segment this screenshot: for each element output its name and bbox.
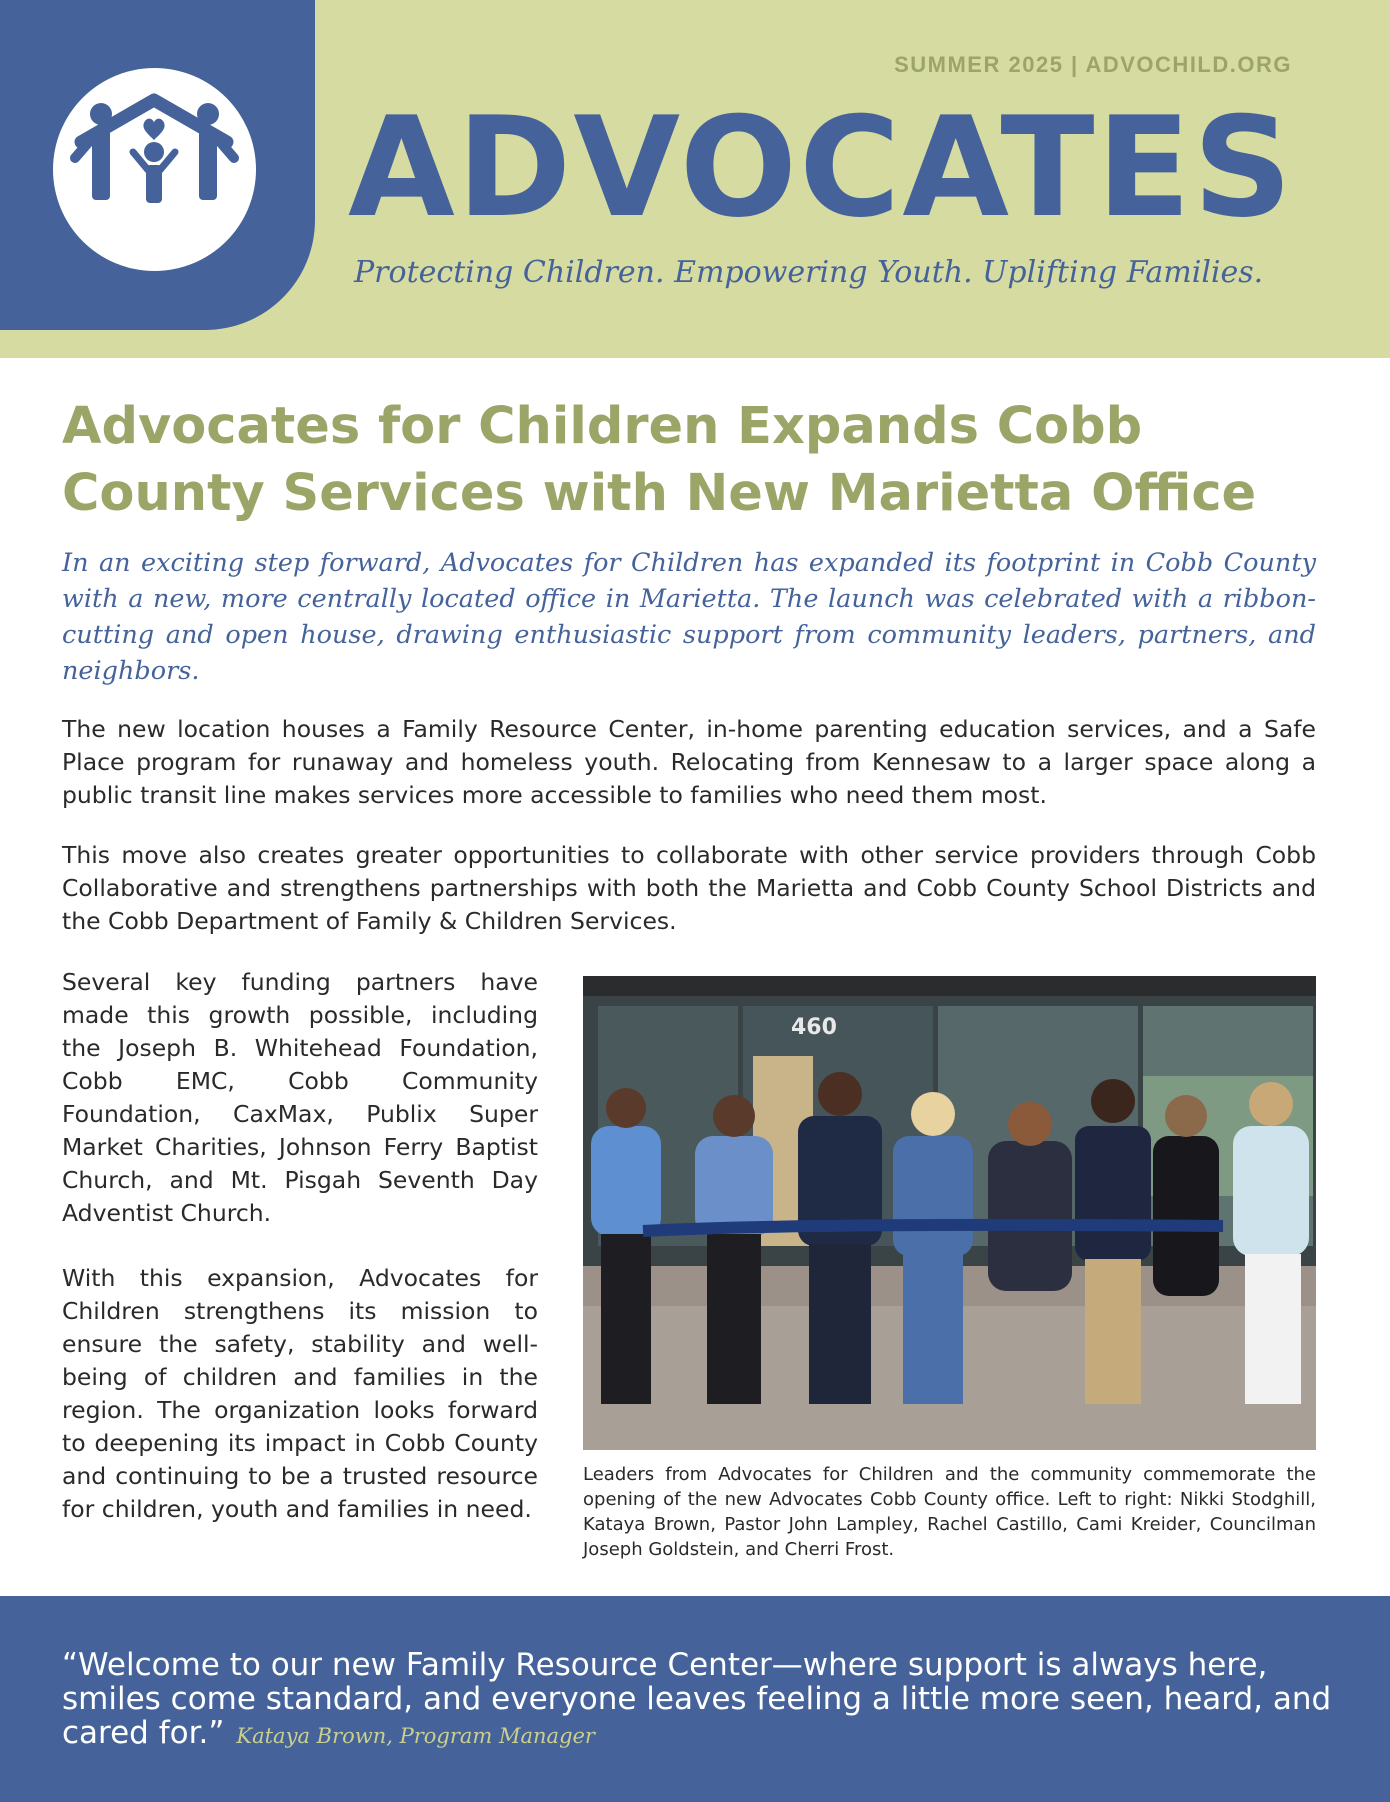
quote-attribution: Kataya Brown, Program Manager: [236, 1724, 595, 1748]
door-number: 460: [791, 1015, 837, 1040]
article-lede: In an exciting step forward, Advocates for Children has expanded its footprint in Cobb County with a new, more centrally located office in Marietta. The launch was celebrated with a ribbon-cutting and open house, drawing enthusiastic support from community leaders, partners, and neighbors.: [62, 548, 1316, 686]
pull-quote: [62, 1648, 1352, 1753]
article-headline: Advocates for Children Expands Cobb County Services with New Marietta Office: [62, 397, 1257, 523]
logo[interactable]: [53, 68, 256, 271]
article-paragraph-4: With this expansion, Advocates for Children strengthens its mission to ensure the safety, stability and well-being of children and families in the region. The organization looks forward to deepening its impact in Cobb County and continuing to be a trusted resource for children, youth and families in need.: [62, 1264, 538, 1523]
masthead-title: ADVOCATES: [348, 87, 1295, 248]
logo-block: [0, 0, 315, 330]
article-paragraph-1: The new location houses a Family Resource Center, in-home parenting education services, and a Safe Place program for runaway and homeless youth. Relocating from Kennesaw to a larger space along a public transit line makes services more accessible to families who need them most.: [62, 715, 1316, 809]
tagline: Protecting Children. Empowering Youth. Uplifting Families.: [354, 255, 1264, 290]
ribbon-cutting-photo: [583, 976, 1316, 1450]
header-banner: [0, 0, 1390, 358]
family-house-icon: [53, 68, 256, 271]
issue-line: SUMMER 2025 | ADVOCHILD.ORG: [894, 52, 1292, 77]
pull-quote-text: “Welcome to our new Family Resource Center—where support is always here, smiles come standard, and everyone leaves feeling a little more seen, heard, and cared for.”: [62, 1647, 1332, 1751]
footer-quote-banner: [0, 1596, 1390, 1802]
photo-caption: Leaders from Advocates for Children and the community commemorate the opening of the new Advocates Cobb County office. Left to right: Nikki Stodghill, Kataya Brown, Pastor John Lampley, Rachel Castillo, Cami Kreider, Councilman Joseph Goldstein, and Cherri Frost.: [583, 1464, 1316, 1560]
article-paragraph-3: Several key funding partners have made this growth possible, including the Joseph B. Whitehead Foundation, Cobb EMC, Cobb Community Foundation, CaxMax, Publix Super Market Charities, Johnson Ferry Baptist Church, and Mt. Pisgah Seventh Day Adventist Church.: [62, 968, 538, 1227]
article-paragraph-2: This move also creates greater opportunities to collaborate with other service providers through Cobb Collaborative and strengthens partnerships with both the Marietta and Cobb County School Districts and the Cobb Department of Family & Children Services.: [62, 841, 1316, 935]
